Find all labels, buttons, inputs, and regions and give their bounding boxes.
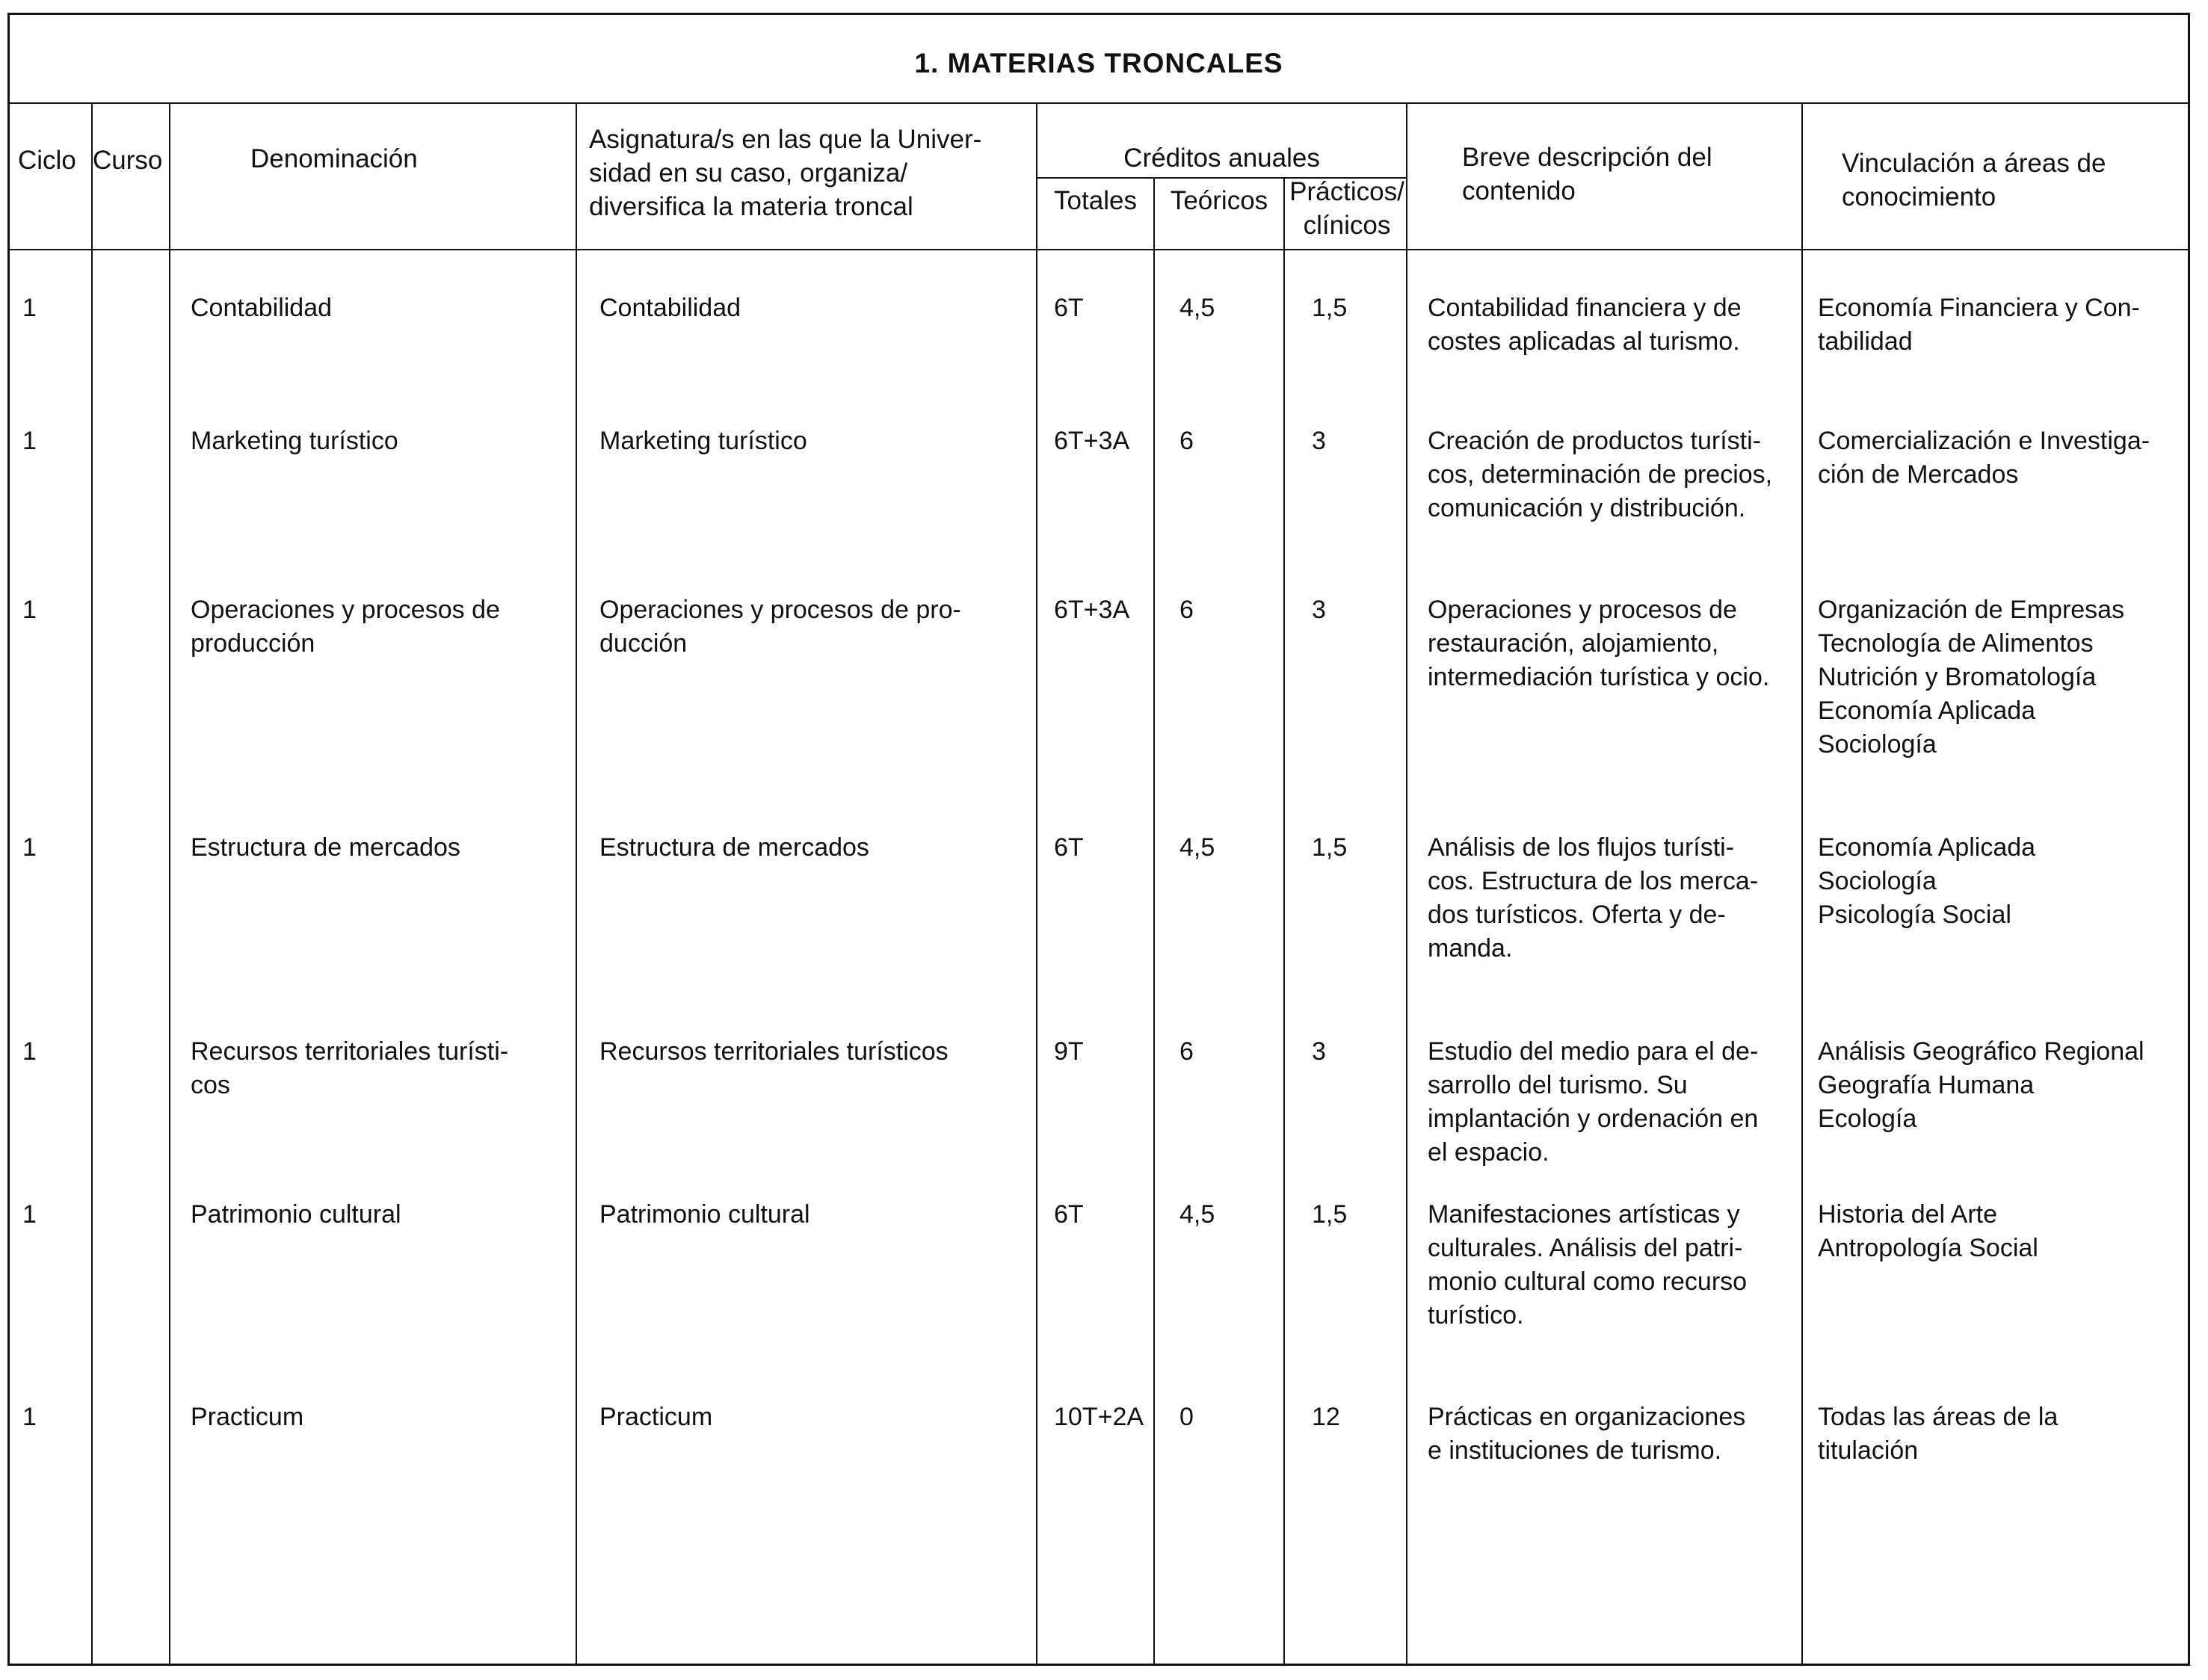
- cell-denominacion: [191, 1035, 564, 1102]
- title-divider: [7, 102, 2190, 104]
- col-line-denominacion-asignatura: [576, 104, 577, 1665]
- cell-descripcion-line: culturales. Análisis del patri-: [1428, 1234, 1743, 1262]
- cell-teoricos: 4,5: [1179, 1200, 1215, 1229]
- cell-descripcion-line: cos, determinación de precios,: [1428, 460, 1773, 489]
- cell-descripcion-line: sarrollo del turismo. Su: [1428, 1071, 1688, 1099]
- cell-denominacion-line: Estructura de mercados: [191, 833, 460, 862]
- cell-ciclo: 1: [22, 1403, 37, 1431]
- cell-teoricos: 0: [1179, 1403, 1194, 1431]
- cell-vinculacion-line: Nutrición y Bromatología: [1818, 663, 2097, 691]
- cell-totales: 6T: [1054, 294, 1084, 322]
- cell-totales: 9T: [1054, 1037, 1084, 1066]
- cell-ciclo: 1: [22, 1200, 37, 1229]
- cell-vinculacion-line: Economía Aplicada: [1818, 833, 2036, 862]
- cell-vinculacion-line: Sociología: [1818, 867, 1937, 895]
- header-asignaturas-line: sidad en su caso, organiza/: [589, 158, 908, 188]
- cell-practicos: 1,5: [1312, 1200, 1348, 1229]
- cell-denominacion: [191, 593, 564, 661]
- cell-vinculacion-line: Economía Aplicada: [1818, 697, 2036, 725]
- cell-vinculacion-line: Historia del Arte: [1818, 1200, 1997, 1229]
- cell-teoricos: 4,5: [1179, 833, 1215, 862]
- header-vinculacion-line: Vinculación a áreas de: [1842, 149, 2106, 178]
- cell-asignatura-line: ducción: [599, 629, 688, 658]
- header-ciclo: Ciclo: [18, 146, 76, 175]
- cell-denominacion: [191, 1400, 564, 1434]
- cell-vinculacion-line: Antropología Social: [1818, 1234, 2038, 1262]
- cell-descripcion: [1428, 424, 1795, 525]
- cell-asignatura-line: Operaciones y procesos de pro-: [599, 596, 961, 624]
- cell-practicos: 3: [1312, 427, 1326, 455]
- header-practicos-line: clínicos: [1303, 211, 1391, 240]
- cell-descripcion-line: cos. Estructura de los merca-: [1428, 867, 1759, 895]
- col-line-descripcion-vinculacion: [1801, 104, 1803, 1665]
- cell-vinculacion-line: Economía Financiera y Con-: [1818, 294, 2140, 322]
- cell-denominacion-line: cos: [191, 1071, 230, 1099]
- cell-descripcion-line: Manifestaciones artísticas y: [1428, 1200, 1740, 1229]
- cell-descripcion: [1428, 1198, 1795, 1332]
- cell-vinculacion: [1818, 1400, 2184, 1468]
- cell-descripcion-line: dos turísticos. Oferta y de-: [1428, 901, 1726, 929]
- header-divider: [7, 249, 2190, 250]
- cell-descripcion-line: manda.: [1428, 934, 1513, 963]
- cell-vinculacion: [1818, 1035, 2184, 1136]
- cell-denominacion: [191, 1198, 564, 1232]
- cell-descripcion-line: monio cultural como recurso: [1428, 1267, 1748, 1296]
- cell-asignatura: [599, 1035, 1018, 1069]
- cell-practicos: 1,5: [1312, 294, 1348, 322]
- cell-asignatura-line: Marketing turístico: [599, 427, 807, 455]
- cell-vinculacion: [1818, 291, 2184, 359]
- header-vinculacion-line: conocimiento: [1842, 182, 1996, 211]
- cell-denominacion: [191, 424, 564, 458]
- cell-descripcion-line: Análisis de los flujos turísti-: [1428, 833, 1735, 862]
- cell-denominacion-line: Operaciones y procesos de: [191, 596, 500, 624]
- cell-vinculacion: [1818, 1198, 2184, 1265]
- col-line-ciclo-curso: [91, 104, 93, 1665]
- cell-denominacion: [191, 831, 564, 865]
- header-practicos: [1285, 175, 1409, 242]
- cell-vinculacion-line: Organización de Empresas: [1818, 596, 2125, 624]
- cell-practicos: 3: [1312, 596, 1326, 624]
- header-asignaturas-line: diversifica la materia troncal: [589, 192, 913, 221]
- cell-descripcion-line: e instituciones de turismo.: [1428, 1436, 1722, 1465]
- cell-denominacion: [191, 291, 564, 325]
- header-asignaturas-line: Asignatura/s en las que la Univer-: [589, 125, 982, 154]
- cell-vinculacion-line: titulación: [1818, 1436, 1919, 1465]
- cell-asignatura-line: Contabilidad: [599, 294, 741, 322]
- cell-teoricos: 6: [1179, 1037, 1194, 1066]
- cell-asignatura: [599, 291, 1018, 325]
- cell-teoricos: 6: [1179, 596, 1194, 624]
- cell-totales: 10T+2A: [1054, 1403, 1144, 1431]
- cell-asignatura: [599, 1400, 1018, 1434]
- header-vinculacion: [1842, 146, 2106, 214]
- cell-descripcion-line: el espacio.: [1428, 1138, 1549, 1167]
- cell-descripcion-line: Estudio del medio para el de-: [1428, 1037, 1759, 1066]
- header-curso: Curso: [93, 146, 163, 175]
- cell-vinculacion-line: Psicología Social: [1818, 901, 2011, 929]
- cell-descripcion: [1428, 1400, 1795, 1468]
- cell-denominacion-line: Contabilidad: [191, 294, 333, 322]
- cell-asignatura: [599, 1198, 1018, 1232]
- cell-denominacion-line: Patrimonio cultural: [191, 1200, 401, 1229]
- cell-vinculacion-line: ción de Mercados: [1818, 460, 2019, 489]
- header-descripcion-line: Breve descripción del: [1462, 143, 1712, 172]
- cell-practicos: 1,5: [1312, 833, 1348, 862]
- cell-practicos: 3: [1312, 1037, 1326, 1066]
- col-line-teoricos-practicos: [1283, 178, 1285, 1665]
- cell-descripcion: [1428, 1035, 1795, 1170]
- cell-asignatura-line: Estructura de mercados: [599, 833, 869, 862]
- cell-descripcion-line: restauración, alojamiento,: [1428, 629, 1719, 658]
- cell-vinculacion-line: Comercialización e Investiga-: [1818, 427, 2150, 455]
- cell-asignatura: [599, 593, 1018, 661]
- cell-vinculacion-line: Todas las áreas de la: [1818, 1403, 2059, 1431]
- table-border-right: [2188, 13, 2190, 1666]
- cell-descripcion-line: turístico.: [1428, 1301, 1524, 1330]
- cell-vinculacion-line: Análisis Geográfico Regional: [1818, 1037, 2144, 1066]
- cell-ciclo: 1: [22, 294, 37, 322]
- cell-totales: 6T+3A: [1054, 427, 1130, 455]
- table-border-top: [7, 13, 2190, 15]
- header-descripcion-line: contenido: [1462, 176, 1576, 206]
- cell-vinculacion-line: Tecnología de Alimentos: [1818, 629, 2094, 658]
- cell-totales: 6T+3A: [1054, 596, 1130, 624]
- cell-vinculacion: [1818, 831, 2184, 932]
- cell-asignatura-line: Patrimonio cultural: [599, 1200, 810, 1229]
- cell-teoricos: 6: [1179, 427, 1194, 455]
- col-line-asignatura-totales: [1036, 104, 1037, 1665]
- header-totales: Totales: [1054, 186, 1137, 215]
- cell-descripcion: [1428, 831, 1795, 966]
- cell-vinculacion-line: Geografía Humana: [1818, 1071, 2035, 1099]
- col-line-curso-denominacion: [169, 104, 170, 1665]
- cell-vinculacion: [1818, 593, 2184, 762]
- cell-descripcion-line: Operaciones y procesos de: [1428, 596, 1737, 624]
- cell-descripcion-line: comunicación y distribución.: [1428, 494, 1746, 522]
- cell-ciclo: 1: [22, 596, 37, 624]
- cell-denominacion-line: Marketing turístico: [191, 427, 398, 455]
- cell-descripcion-line: Contabilidad financiera y de: [1428, 294, 1742, 322]
- cell-denominacion-line: producción: [191, 629, 315, 658]
- header-teoricos: Teóricos: [1170, 186, 1268, 215]
- cell-asignatura-line: Practicum: [599, 1403, 713, 1431]
- cell-asignatura: [599, 831, 1018, 865]
- cell-vinculacion-line: tabilidad: [1818, 327, 1913, 356]
- cell-descripcion-line: Prácticas en organizaciones: [1428, 1403, 1746, 1431]
- cell-denominacion-line: Recursos territoriales turísti-: [191, 1037, 509, 1066]
- cell-teoricos: 4,5: [1179, 294, 1215, 322]
- table-border-left: [7, 13, 10, 1666]
- cell-asignatura: [599, 424, 1018, 458]
- col-line-totales-teoricos: [1153, 178, 1155, 1665]
- cell-descripcion-line: intermediación turística y ocio.: [1428, 663, 1770, 691]
- cell-ciclo: 1: [22, 833, 37, 862]
- cell-vinculacion-line: Sociología: [1818, 730, 1937, 759]
- header-descripcion: [1462, 140, 1712, 208]
- cell-descripcion-line: implantación y ordenación en: [1428, 1105, 1759, 1133]
- table-title: 1. MATERIAS TRONCALES: [914, 48, 1283, 78]
- col-line-practicos-descripcion: [1406, 104, 1407, 1665]
- cell-denominacion-line: Practicum: [191, 1403, 304, 1431]
- header-denominacion: Denominación: [250, 144, 418, 173]
- cell-vinculacion: [1818, 424, 2184, 492]
- header-asignaturas: [589, 123, 1008, 223]
- header-creditos: Créditos anuales: [1123, 143, 1320, 173]
- table-border-bottom: [7, 1664, 2190, 1666]
- cell-descripcion: [1428, 593, 1795, 694]
- header-practicos-line: Prácticos/: [1289, 177, 1404, 206]
- cell-totales: 6T: [1054, 1200, 1084, 1229]
- cell-practicos: 12: [1312, 1403, 1340, 1431]
- cell-descripcion-line: Creación de productos turísti-: [1428, 427, 1761, 455]
- cell-ciclo: 1: [22, 427, 37, 455]
- cell-descripcion-line: costes aplicadas al turismo.: [1428, 327, 1740, 356]
- cell-totales: 6T: [1054, 833, 1084, 862]
- cell-descripcion: [1428, 291, 1795, 359]
- cell-asignatura-line: Recursos territoriales turísticos: [599, 1037, 949, 1066]
- cell-ciclo: 1: [22, 1037, 37, 1066]
- cell-vinculacion-line: Ecología: [1818, 1105, 1917, 1133]
